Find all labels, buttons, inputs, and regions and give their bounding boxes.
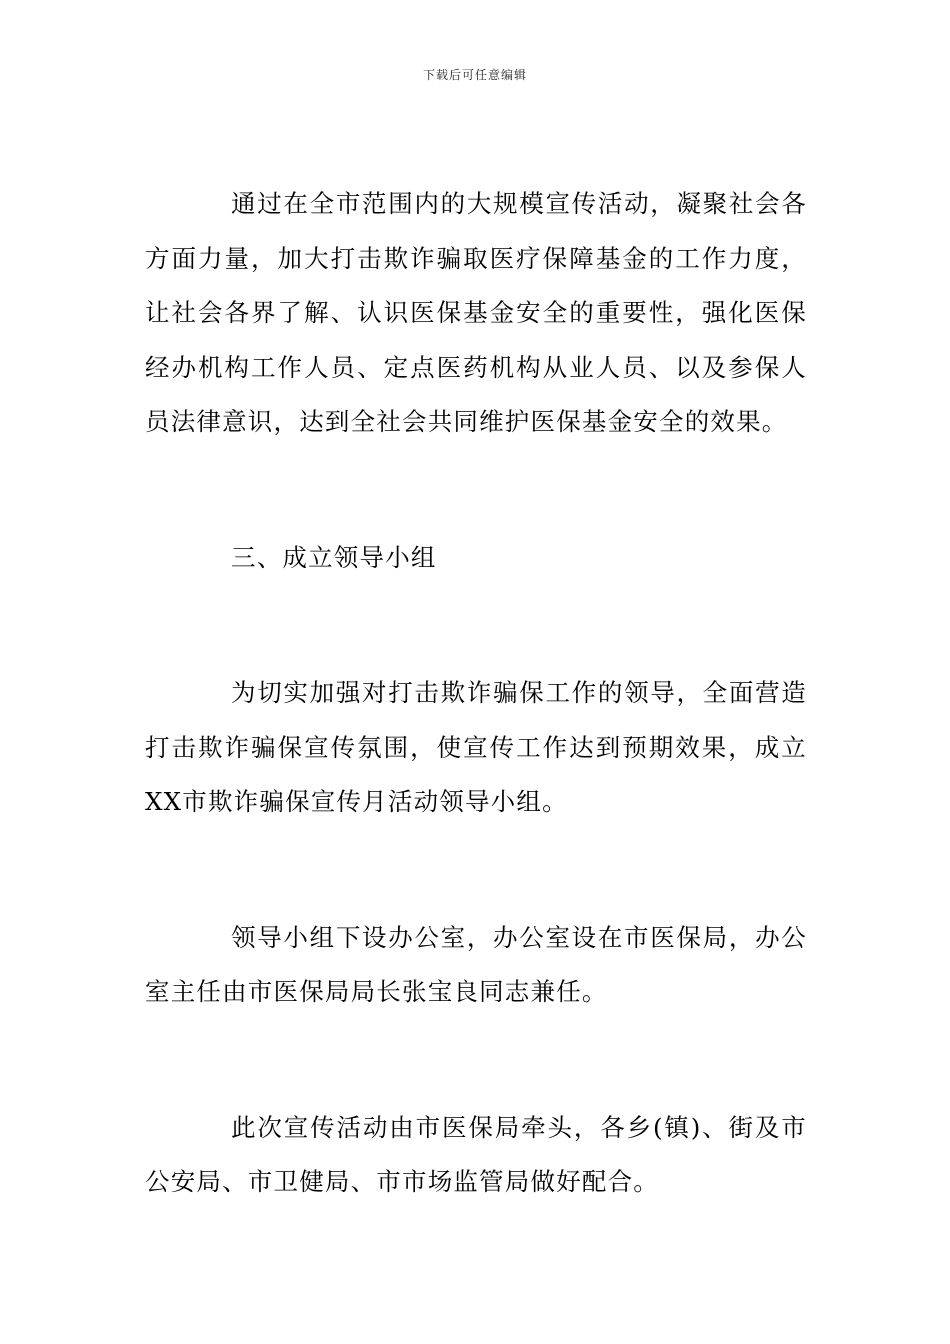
header-note: 下载后可任意编辑 — [422, 68, 527, 82]
paragraph-coordination: 此次宣传活动由市医保局牵头，各乡(镇)、街及市公安局、市卫健局、市市场监管局做好配合。 — [145, 1112, 807, 1196]
document-body — [145, 177, 807, 1210]
paragraph-office: 领导小组下设办公室，办公室设在市医保局，办公室主任由市医保局局长张宝良同志兼任。 — [145, 922, 807, 1006]
paragraph-leadership-group: 为切实加强对打击欺诈骗保工作的领导，全面营造打击欺诈骗保宣传氛围，使宣传工作达到预期效果，成立XX市欺诈骗保宣传月活动领导小组。 — [145, 678, 807, 816]
section-heading: 三、成立领导小组 — [231, 542, 437, 572]
paragraph-purpose: 通过在全市范围内的大规模宣传活动，凝聚社会各方面力量，加大打击欺诈骗取医疗保障基金的工作力度，让社会各界了解、认识医保基金安全的重要性，强化医保经办机构工作人员、定点医药机构从业人员、以及参保人员法律意识，达到全社会共同维护医保基金安全的效果。 — [145, 189, 807, 436]
